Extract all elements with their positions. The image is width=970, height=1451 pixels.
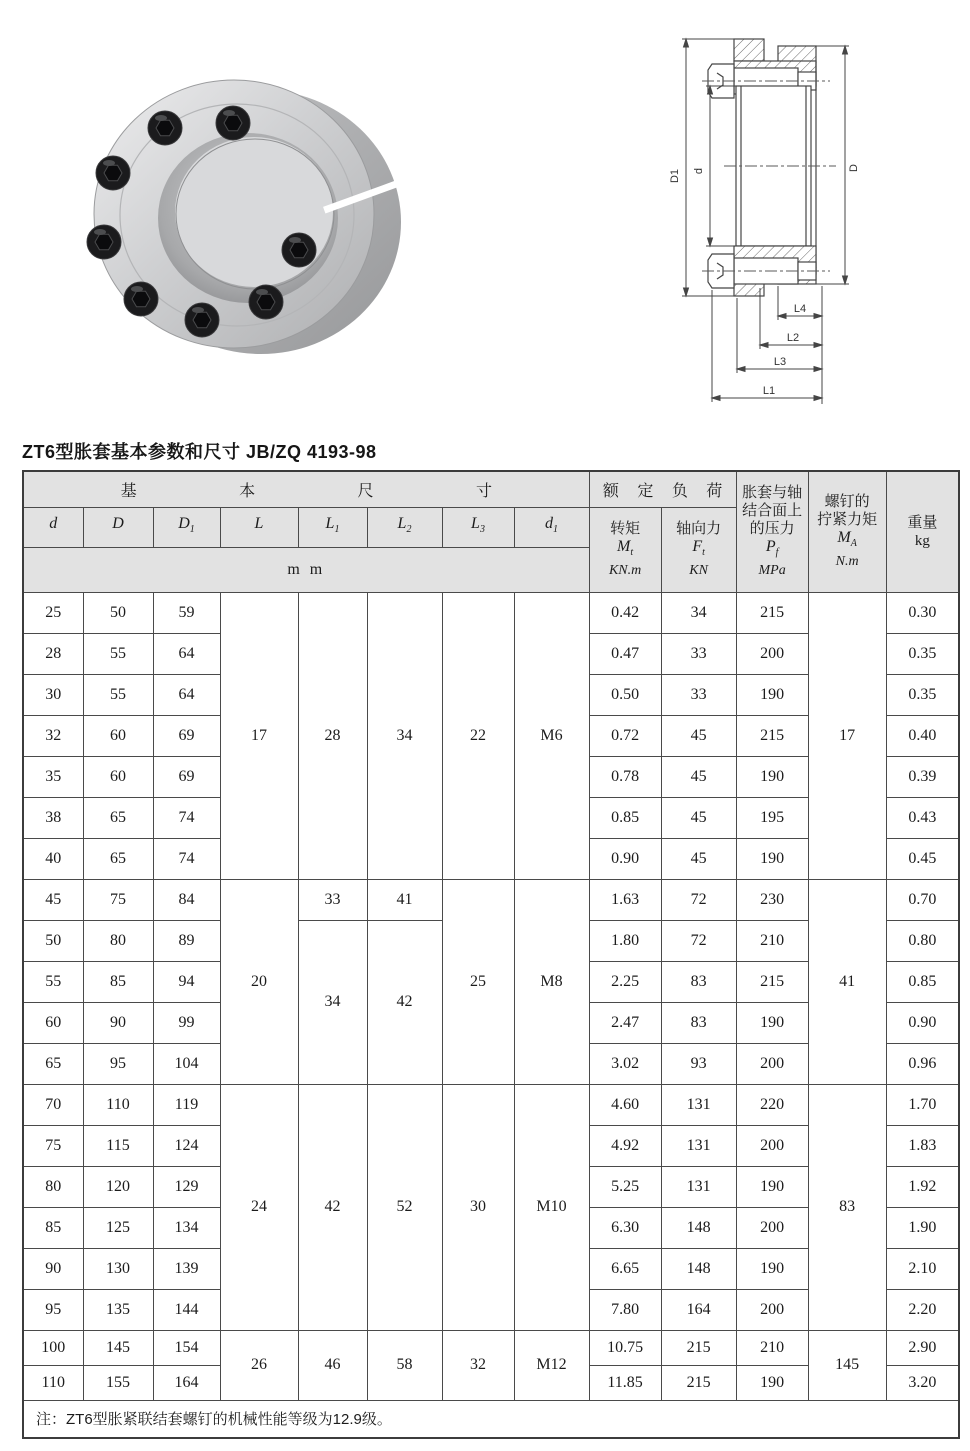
cell-Ft: 45 xyxy=(661,756,736,797)
header-pressure xyxy=(736,471,808,592)
cell-D1: 139 xyxy=(153,1248,220,1289)
cell-L1: 33 xyxy=(298,879,367,920)
axial-label: 轴向力 xyxy=(676,519,722,537)
col-d1: $d_1$ xyxy=(514,507,589,547)
cell-Ft: 148 xyxy=(661,1248,736,1289)
cell-L1: 28 xyxy=(298,592,367,879)
header-rated-load: 额 定 负 荷 xyxy=(589,471,736,507)
cell-Mt: 0.85 xyxy=(589,797,661,838)
pressure-symbol: $P_f$ xyxy=(765,538,779,559)
cell-d: 100 xyxy=(23,1330,83,1365)
cell-d1: M6 xyxy=(514,592,589,879)
cell-kg: 0.70 xyxy=(886,879,959,920)
torque-symbol: $M_t$ xyxy=(617,537,634,559)
cell-D: 85 xyxy=(83,961,153,1002)
table-row xyxy=(23,592,959,633)
cell-Pf: 195 xyxy=(736,797,808,838)
cell-Mt: 2.47 xyxy=(589,1002,661,1043)
axial-symbol: $F_t$ xyxy=(692,537,705,559)
cell-d: 25 xyxy=(23,592,83,633)
cell-L2: 41 xyxy=(367,879,442,920)
cell-L: 17 xyxy=(220,592,298,879)
cell-Mt: 4.60 xyxy=(589,1084,661,1125)
cell-kg: 0.35 xyxy=(886,633,959,674)
cell-L3: 30 xyxy=(442,1084,514,1330)
header-basic-dimensions: 基 本 尺 寸 xyxy=(23,471,589,507)
col-L3: $L_3$ xyxy=(442,507,514,547)
cell-Pf: 190 xyxy=(736,756,808,797)
cell-L2: 52 xyxy=(367,1084,442,1330)
cell-Mt: 1.63 xyxy=(589,879,661,920)
cell-D1: 69 xyxy=(153,715,220,756)
cell-d1: M12 xyxy=(514,1330,589,1400)
cell-L3: 22 xyxy=(442,592,514,879)
cell-Pf: 200 xyxy=(736,1043,808,1084)
col-d: d xyxy=(23,507,83,547)
cell-D: 75 xyxy=(83,879,153,920)
cell-kg: 3.20 xyxy=(886,1365,959,1400)
dim-label-d: d xyxy=(693,167,705,175)
cell-Ft: 45 xyxy=(661,715,736,756)
cell-D: 95 xyxy=(83,1043,153,1084)
page-title: ZT6型胀套基本参数和尺寸 JB/ZQ 4193-98 xyxy=(22,442,377,462)
pressure-line3: 的压力 xyxy=(749,520,795,538)
cell-kg: 0.30 xyxy=(886,592,959,633)
cell-Pf: 190 xyxy=(736,1365,808,1400)
cell-MA: 145 xyxy=(808,1330,886,1400)
cell-D1: 94 xyxy=(153,961,220,1002)
header-mm-unit: m m xyxy=(23,547,589,592)
cell-L1: 46 xyxy=(298,1330,367,1400)
cell-D: 55 xyxy=(83,633,153,674)
cell-d: 38 xyxy=(23,797,83,838)
cell-L2: 42 xyxy=(367,920,442,1084)
cell-Ft: 93 xyxy=(661,1043,736,1084)
screw-line1: 螺钉的 xyxy=(824,493,870,511)
cell-Mt: 11.85 xyxy=(589,1365,661,1400)
dim-label-L3: L3 xyxy=(773,356,787,368)
screw-unit: N.m xyxy=(835,554,859,570)
cell-D1: 59 xyxy=(153,592,220,633)
cell-D1: 69 xyxy=(153,756,220,797)
note-row xyxy=(23,1400,959,1438)
cell-kg: 1.83 xyxy=(886,1125,959,1166)
cell-D1: 84 xyxy=(153,879,220,920)
cell-kg: 1.70 xyxy=(886,1084,959,1125)
cell-Ft: 83 xyxy=(661,1002,736,1043)
cell-d: 60 xyxy=(23,1002,83,1043)
cell-Mt: 0.50 xyxy=(589,674,661,715)
cell-D: 65 xyxy=(83,838,153,879)
cell-D1: 74 xyxy=(153,797,220,838)
cell-Ft: 131 xyxy=(661,1125,736,1166)
cell-kg: 2.90 xyxy=(886,1330,959,1365)
cell-Ft: 45 xyxy=(661,838,736,879)
cell-Mt: 3.02 xyxy=(589,1043,661,1084)
cell-Mt: 6.30 xyxy=(589,1207,661,1248)
cell-kg: 0.45 xyxy=(886,838,959,879)
dim-label-L2: L2 xyxy=(786,332,800,344)
cell-Ft: 34 xyxy=(661,592,736,633)
cell-d: 30 xyxy=(23,674,83,715)
cell-L2: 58 xyxy=(367,1330,442,1400)
cell-Ft: 45 xyxy=(661,797,736,838)
cell-kg: 0.90 xyxy=(886,1002,959,1043)
cross-section-drawing xyxy=(638,16,960,440)
cell-Mt: 4.92 xyxy=(589,1125,661,1166)
col-L2: $L_2$ xyxy=(367,507,442,547)
cell-L: 26 xyxy=(220,1330,298,1400)
cell-kg: 0.35 xyxy=(886,674,959,715)
cell-D: 80 xyxy=(83,920,153,961)
cell-d: 50 xyxy=(23,920,83,961)
cell-L3: 32 xyxy=(442,1330,514,1400)
cell-Pf: 210 xyxy=(736,1330,808,1365)
cell-D1: 129 xyxy=(153,1166,220,1207)
cell-D1: 104 xyxy=(153,1043,220,1084)
cell-Ft: 131 xyxy=(661,1084,736,1125)
cell-Mt: 1.80 xyxy=(589,920,661,961)
cell-D1: 119 xyxy=(153,1084,220,1125)
cell-D: 145 xyxy=(83,1330,153,1365)
cell-L3: 25 xyxy=(442,879,514,1084)
col-axial-force xyxy=(661,507,736,592)
cell-Pf: 200 xyxy=(736,633,808,674)
cell-Pf: 220 xyxy=(736,1084,808,1125)
cell-d: 28 xyxy=(23,633,83,674)
pressure-unit: MPa xyxy=(758,563,786,579)
cell-D: 115 xyxy=(83,1125,153,1166)
cell-kg: 1.92 xyxy=(886,1166,959,1207)
cell-kg: 2.20 xyxy=(886,1289,959,1330)
cell-D: 90 xyxy=(83,1002,153,1043)
dim-label-D: D xyxy=(848,164,860,172)
cell-D: 55 xyxy=(83,674,153,715)
cell-Ft: 215 xyxy=(661,1365,736,1400)
cell-D: 60 xyxy=(83,715,153,756)
cell-L: 20 xyxy=(220,879,298,1084)
cell-Mt: 0.47 xyxy=(589,633,661,674)
cell-Pf: 210 xyxy=(736,920,808,961)
screw-line2: 拧紧力矩 xyxy=(817,511,878,529)
cell-D: 125 xyxy=(83,1207,153,1248)
header-weight xyxy=(886,471,959,592)
cell-Pf: 190 xyxy=(736,1248,808,1289)
cell-D1: 164 xyxy=(153,1365,220,1400)
cell-d: 95 xyxy=(23,1289,83,1330)
cell-Ft: 131 xyxy=(661,1166,736,1207)
table-row xyxy=(23,1084,959,1125)
cell-kg: 0.40 xyxy=(886,715,959,756)
cell-kg: 0.39 xyxy=(886,756,959,797)
cell-L1: 34 xyxy=(298,920,367,1084)
cell-Ft: 33 xyxy=(661,674,736,715)
cell-Ft: 148 xyxy=(661,1207,736,1248)
cell-d: 110 xyxy=(23,1365,83,1400)
cell-Mt: 0.72 xyxy=(589,715,661,756)
cell-D1: 64 xyxy=(153,674,220,715)
cell-D: 60 xyxy=(83,756,153,797)
cell-D1: 124 xyxy=(153,1125,220,1166)
cell-d: 75 xyxy=(23,1125,83,1166)
cell-D1: 99 xyxy=(153,1002,220,1043)
screw-symbol: $M_A$ xyxy=(837,529,857,550)
cell-D: 110 xyxy=(83,1084,153,1125)
cell-D: 130 xyxy=(83,1248,153,1289)
cell-Mt: 10.75 xyxy=(589,1330,661,1365)
torque-label: 转矩 xyxy=(610,519,641,537)
dim-label-L4: L4 xyxy=(793,303,807,315)
pressure-line2: 结合面上 xyxy=(742,502,803,520)
cell-Pf: 190 xyxy=(736,1166,808,1207)
dim-label-L1: L1 xyxy=(762,385,776,397)
cell-Ft: 72 xyxy=(661,920,736,961)
torque-unit: KN.m xyxy=(608,563,642,579)
cell-L2: 34 xyxy=(367,592,442,879)
cell-Mt: 6.65 xyxy=(589,1248,661,1289)
cell-Pf: 215 xyxy=(736,715,808,756)
col-D: D xyxy=(83,507,153,547)
cell-L1: 42 xyxy=(298,1084,367,1330)
cell-kg: 0.96 xyxy=(886,1043,959,1084)
cell-d: 35 xyxy=(23,756,83,797)
weight-label: 重量 xyxy=(907,513,938,531)
cell-Mt: 2.25 xyxy=(589,961,661,1002)
cell-D1: 154 xyxy=(153,1330,220,1365)
cell-d: 80 xyxy=(23,1166,83,1207)
table-row xyxy=(23,1330,959,1365)
pressure-line1: 胀套与轴 xyxy=(742,484,803,502)
axial-unit: KN xyxy=(689,563,708,579)
cell-D1: 144 xyxy=(153,1289,220,1330)
table-note: 注：ZT6型胀紧联结套螺钉的机械性能等级为12.9级。 xyxy=(23,1400,959,1438)
col-D1: $D_1$ xyxy=(153,507,220,547)
cell-d: 85 xyxy=(23,1207,83,1248)
cell-d: 70 xyxy=(23,1084,83,1125)
col-L1: $L_1$ xyxy=(298,507,367,547)
cell-Mt: 0.42 xyxy=(589,592,661,633)
cell-Pf: 200 xyxy=(736,1289,808,1330)
cell-L: 24 xyxy=(220,1084,298,1330)
cell-d: 65 xyxy=(23,1043,83,1084)
cell-Mt: 0.90 xyxy=(589,838,661,879)
cell-Pf: 190 xyxy=(736,838,808,879)
cell-Ft: 83 xyxy=(661,961,736,1002)
cell-d: 32 xyxy=(23,715,83,756)
cell-D: 135 xyxy=(83,1289,153,1330)
col-L: L xyxy=(220,507,298,547)
cell-kg: 0.85 xyxy=(886,961,959,1002)
cell-D1: 64 xyxy=(153,633,220,674)
cell-Pf: 230 xyxy=(736,879,808,920)
table-row xyxy=(23,879,959,920)
dim-label-d1-outer: D1 xyxy=(669,168,681,184)
cell-D: 65 xyxy=(83,797,153,838)
parameters-table xyxy=(22,470,960,1439)
product-photo-figure xyxy=(56,50,404,390)
cell-kg: 2.10 xyxy=(886,1248,959,1289)
cell-kg: 1.90 xyxy=(886,1207,959,1248)
cell-Mt: 7.80 xyxy=(589,1289,661,1330)
cell-kg: 0.80 xyxy=(886,920,959,961)
cell-D1: 134 xyxy=(153,1207,220,1248)
cell-D1: 74 xyxy=(153,838,220,879)
cell-d1: M8 xyxy=(514,879,589,1084)
cell-d: 40 xyxy=(23,838,83,879)
cell-Pf: 215 xyxy=(736,961,808,1002)
cell-Ft: 215 xyxy=(661,1330,736,1365)
cell-d1: M10 xyxy=(514,1084,589,1330)
cell-Ft: 72 xyxy=(661,879,736,920)
cell-kg: 0.43 xyxy=(886,797,959,838)
cell-Pf: 190 xyxy=(736,1002,808,1043)
cell-MA: 41 xyxy=(808,879,886,1084)
cell-MA: 17 xyxy=(808,592,886,879)
cell-d: 90 xyxy=(23,1248,83,1289)
cell-Ft: 164 xyxy=(661,1289,736,1330)
cell-D: 50 xyxy=(83,592,153,633)
cell-MA: 83 xyxy=(808,1084,886,1330)
cell-Pf: 215 xyxy=(736,592,808,633)
header-screw-torque xyxy=(808,471,886,592)
cell-D1: 89 xyxy=(153,920,220,961)
weight-unit: kg xyxy=(914,532,930,549)
cell-Mt: 5.25 xyxy=(589,1166,661,1207)
cell-Pf: 200 xyxy=(736,1207,808,1248)
header-row-1 xyxy=(23,471,959,507)
cell-d: 45 xyxy=(23,879,83,920)
cell-D: 120 xyxy=(83,1166,153,1207)
cell-Mt: 0.78 xyxy=(589,756,661,797)
col-torque xyxy=(589,507,661,592)
cell-Pf: 200 xyxy=(736,1125,808,1166)
cell-d: 55 xyxy=(23,961,83,1002)
cell-D: 155 xyxy=(83,1365,153,1400)
cell-Ft: 33 xyxy=(661,633,736,674)
cell-Pf: 190 xyxy=(736,674,808,715)
